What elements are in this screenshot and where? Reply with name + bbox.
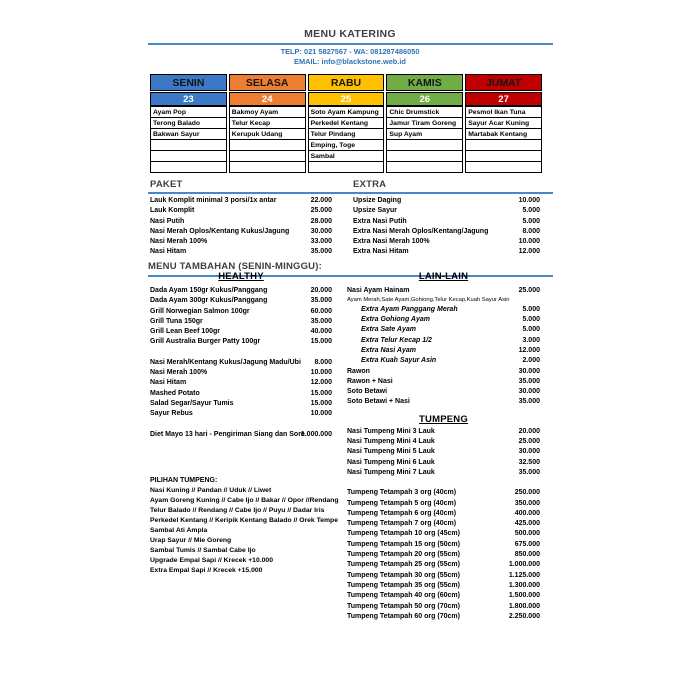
- item-label: Mashed Potato: [150, 389, 200, 397]
- day-menu-cell: Sambal: [308, 150, 385, 162]
- day-menu-cell: Terong Balado: [150, 117, 227, 129]
- item-price: 30.000: [518, 448, 540, 456]
- item-price: 350.000: [514, 499, 540, 507]
- menu-item-row: [347, 367, 540, 377]
- day-menu-cell: Telur Kecap: [229, 117, 306, 129]
- item-price: 5.000: [522, 305, 540, 313]
- item-label: Extra Nasi Putih: [353, 217, 407, 225]
- item-price: 5.000: [522, 207, 540, 215]
- menu-item-row: [150, 337, 332, 347]
- paket-price-list: [150, 196, 332, 258]
- day-menu-cell: [465, 161, 542, 173]
- menu-item-row: [150, 378, 332, 388]
- day-menu-cell: [150, 161, 227, 173]
- item-price: 5.000: [522, 326, 540, 334]
- menu-item-row: [150, 358, 332, 368]
- menu-item-row: [150, 327, 332, 337]
- lain-lain-column: [347, 271, 540, 622]
- item-label: Dada Ayam 150gr Kukus/Panggang: [150, 287, 268, 294]
- menu-item-row: [150, 399, 332, 409]
- menu-item-row: [347, 296, 540, 305]
- menu-item-row: [150, 368, 332, 378]
- item-price: 2.250.000: [508, 612, 540, 620]
- menu-item-row: [347, 286, 540, 296]
- extra-price-list: [353, 196, 540, 258]
- item-price: 1.000.000: [300, 430, 332, 438]
- day-menu-cell: Jamur Tiram Goreng: [386, 117, 463, 129]
- item-label: Tumpeng Tetampah 7 org (40cm): [347, 520, 457, 528]
- pilihan-item-row: Nasi Kuning // Pandan // Uduk // Liwet: [150, 486, 272, 494]
- item-price: 850.000: [514, 551, 540, 559]
- item-price: 32.500: [518, 458, 540, 466]
- item-label: Soto Betawi: [347, 388, 388, 396]
- day-menu-cells: [229, 107, 306, 173]
- item-price: 25.000: [310, 207, 332, 215]
- day-column: [229, 74, 306, 173]
- item-label: Tumpeng Tetampah 40 org (60cm): [347, 592, 460, 600]
- extra-title: EXTRA: [353, 179, 387, 190]
- pilihan-item-row: Sambal Ati Ampla: [150, 526, 208, 534]
- pilihan-item-row: Ayam Goreng Kuning // Cabe Ijo // Bakar // Opor //Rendang: [150, 496, 339, 504]
- item-price: 675.000: [514, 540, 540, 548]
- item-label: Nasi Tumpeng Mini 5 Lauk: [347, 448, 435, 456]
- menu-item-row: [347, 458, 540, 468]
- menu-item-row: [347, 397, 540, 407]
- day-menu-cell: Bakwan Sayur: [150, 128, 227, 140]
- menu-tambahan-title: MENU TAMBAHAN (SENIN-MINGGU):: [148, 261, 322, 272]
- menu-item-row: [150, 317, 332, 327]
- menu-item-row: [353, 196, 540, 206]
- item-price: 30.000: [518, 367, 540, 375]
- item-label: Grill Norwegian Salmon 100gr: [150, 307, 250, 315]
- item-price: 40.000: [310, 328, 332, 336]
- item-price: 1.500.000: [508, 592, 540, 600]
- menu-item-row: [347, 571, 540, 581]
- item-label: Extra Gohiong Ayam: [361, 316, 430, 324]
- item-price: 1.125.000: [508, 571, 540, 579]
- healthy-column: [150, 271, 339, 576]
- menu-item-row: [150, 409, 332, 419]
- day-date-cell: 24: [229, 92, 306, 106]
- item-label: Ayam Merah,Sate Ayam,Gohiong,Telur Kecap,Kuah Sayur Asin: [347, 297, 510, 304]
- item-price: 15.000: [310, 338, 332, 346]
- day-menu-cells: [386, 107, 463, 173]
- menu-item-row: [150, 296, 332, 306]
- item-price: 35.000: [518, 377, 540, 385]
- day-menu-cell: Bakmoy Ayam: [229, 106, 306, 118]
- item-label: Tumpeng Tetampah 6 org (40cm): [347, 509, 457, 517]
- item-label: Sayur Rebus: [150, 410, 193, 418]
- day-date-cell: 25: [308, 92, 385, 106]
- header-divider-line: [148, 43, 553, 45]
- day-menu-cell: Sup Ayam: [386, 128, 463, 140]
- menu-item-row: [347, 427, 540, 437]
- item-price: 35.000: [518, 398, 540, 406]
- menu-item-row: [353, 227, 540, 237]
- item-price: 1.000.000: [508, 561, 540, 569]
- paket-extra-divider-line: [148, 192, 553, 194]
- menu-item-row: [347, 591, 540, 601]
- item-label: Nasi Tumpeng Mini 4 Lauk: [347, 438, 435, 446]
- item-label: Upsize Sayur: [353, 207, 397, 215]
- menu-item-row: [347, 602, 540, 612]
- pilihan-item-row: Perkedel Kentang // Keripik Kentang Balado // Orek Tempe: [150, 516, 338, 524]
- day-menu-cells: [465, 107, 542, 173]
- item-label: Tumpeng Tetampah 35 org (55cm): [347, 581, 460, 589]
- lain-lain-list: [347, 286, 540, 408]
- item-label: Lauk Komplit minimal 3 porsi/1x antar: [150, 197, 277, 204]
- day-name-cell: JUMAT: [465, 74, 542, 91]
- day-menu-cells: [150, 107, 227, 173]
- menu-item-row: [347, 519, 540, 529]
- pilihan-item-row: Extra Empal Sapi // Krecek +15.000: [150, 566, 263, 574]
- item-price: 10.000: [310, 410, 332, 418]
- menu-item-row: [150, 286, 332, 296]
- menu-item-row: [347, 356, 540, 366]
- item-price: 1.300.000: [508, 581, 540, 589]
- item-price: 250.000: [514, 489, 540, 497]
- item-price: 8.000: [314, 358, 332, 366]
- pilihan-item-row: Sambal Tumis // Sambal Cabe Ijo: [150, 546, 256, 554]
- healthy-protein-list: [150, 286, 332, 348]
- item-price: 33.000: [310, 238, 332, 246]
- menu-item-row: [347, 437, 540, 447]
- item-label: Tumpeng Tetampah 20 org (55cm): [347, 551, 460, 559]
- day-menu-cell: [229, 161, 306, 173]
- item-price: 12.000: [518, 248, 540, 256]
- item-price: 10.000: [518, 197, 540, 204]
- item-label: Dada Ayam 300gr Kukus/Panggang: [150, 297, 268, 305]
- item-label: Extra Nasi Hitam: [353, 248, 409, 256]
- item-label: Grill Lean Beef 100gr: [150, 328, 221, 336]
- pilihan-item-row: Urap Sayur // Mie Goreng: [150, 536, 232, 544]
- menu-item-row: [347, 305, 540, 315]
- day-menu-cell: Emping, Toge: [308, 139, 385, 151]
- menu-item-row: [347, 377, 540, 387]
- day-date-cell: 26: [386, 92, 463, 106]
- menu-item-row: [353, 217, 540, 227]
- tumpeng-tetampah-list: [347, 488, 540, 622]
- day-menu-cell: Sayur Acar Kuning: [465, 117, 542, 129]
- day-menu-cell: Chic Drumstick: [386, 106, 463, 118]
- pilihan-tumpeng-list: [150, 486, 339, 576]
- menu-item-row: [347, 336, 540, 346]
- pilihan-item-row: Telur Balado // Rendang // Cabe Ijo // Puyu // Dadar Iris: [150, 506, 325, 514]
- menu-item-row: [353, 237, 540, 247]
- menu-item-row: [347, 540, 540, 550]
- item-label: Salad Segar/Sayur Tumis: [150, 399, 234, 407]
- item-price: 12.000: [518, 346, 540, 354]
- item-price: 30.000: [518, 388, 540, 396]
- item-price: 5.000: [522, 217, 540, 225]
- lain-lain-title: LAIN-LAIN: [418, 271, 469, 282]
- tumpeng-mini-list: [347, 427, 540, 478]
- day-menu-cell: [308, 161, 385, 173]
- item-price: 30.000: [310, 227, 332, 235]
- item-label: Extra Ayam Panggang Merah: [361, 305, 458, 313]
- email-line: EMAIL: info@blackstone.web.id: [294, 56, 406, 66]
- paket-extra-headers: [148, 179, 553, 190]
- item-price: 15.000: [310, 389, 332, 397]
- item-price: 10.000: [310, 369, 332, 377]
- menu-item-row: [347, 315, 540, 325]
- menu-item-row: [150, 206, 332, 216]
- item-price: 25.000: [518, 438, 540, 446]
- menu-item-row: [150, 389, 332, 399]
- day-menu-cell: Ayam Pop: [150, 106, 227, 118]
- menu-item-row: [347, 581, 540, 591]
- healthy-title: HEALTHY: [218, 271, 264, 282]
- day-menu-cell: Martabak Kentang: [465, 128, 542, 140]
- item-label: Grill Tuna 150gr: [150, 317, 203, 325]
- item-price: 12.000: [310, 379, 332, 387]
- item-label: Soto Betawi + Nasi: [347, 398, 410, 406]
- menu-item-row: [150, 237, 332, 247]
- day-menu-cell: Kerupuk Udang: [229, 128, 306, 140]
- day-date-cell: 23: [150, 92, 227, 106]
- menu-item-row: [347, 612, 540, 622]
- menu-item-row: [347, 529, 540, 539]
- menu-item-row: [347, 488, 540, 498]
- item-label: Tumpeng Tetampah 50 org (70cm): [347, 602, 460, 610]
- day-column: [465, 74, 542, 173]
- item-price: 20.000: [518, 427, 540, 435]
- weekly-menu-table: [150, 74, 542, 173]
- item-price: 20.000: [310, 287, 332, 294]
- day-name-cell: KAMIS: [386, 74, 463, 91]
- item-label: Nasi Merah Oplos/Kentang Kukus/Jagung: [150, 227, 290, 235]
- menu-item-row: [150, 307, 332, 317]
- diet-mayo-row: [150, 430, 332, 440]
- item-label: Extra Telur Kecap 1/2: [361, 336, 432, 344]
- item-price: 35.000: [310, 297, 332, 305]
- day-menu-cell: Telur Pindang: [308, 128, 385, 140]
- item-price: 500.000: [514, 530, 540, 538]
- menu-item-row: [150, 217, 332, 227]
- item-label: Tumpeng Tetampah 25 org (55cm): [347, 561, 460, 569]
- item-label: Nasi Tumpeng Mini 7 Lauk: [347, 468, 435, 476]
- day-menu-cells: [308, 107, 385, 173]
- day-menu-cell: Soto Ayam Kampung: [308, 106, 385, 118]
- pilihan-tumpeng-title: PILIHAN TUMPENG:: [150, 476, 218, 484]
- item-price: 35.000: [310, 317, 332, 325]
- page-title: MENU KATERING: [304, 28, 396, 40]
- menu-item-row: [150, 227, 332, 237]
- item-price: 425.000: [514, 520, 540, 528]
- item-label: Rawon + Nasi: [347, 377, 393, 385]
- item-label: Extra Kuah Sayur Asin: [361, 357, 437, 365]
- day-column: [150, 74, 227, 173]
- menu-item-row: [347, 468, 540, 478]
- item-label: Nasi Merah 100%: [150, 369, 208, 377]
- day-name-cell: SENIN: [150, 74, 227, 91]
- item-label: Diet Mayo 13 hari - Pengiriman Siang dan Sore: [150, 430, 305, 438]
- day-menu-cell: Pesmol Ikan Tuna: [465, 106, 542, 118]
- tumpeng-title: TUMPENG: [419, 413, 468, 425]
- item-price: 25.000: [518, 287, 540, 294]
- item-price: 35.000: [518, 468, 540, 476]
- day-column: [386, 74, 463, 173]
- item-label: Tumpeng Tetampah 30 org (55cm): [347, 571, 460, 579]
- item-label: Rawon: [347, 367, 370, 375]
- paket-extra-section: [148, 179, 553, 260]
- day-date-cell: 27: [465, 92, 542, 106]
- item-price: 5.000: [522, 316, 540, 324]
- item-label: Nasi Hitam: [150, 379, 187, 387]
- phone-line: TELP: 021 5827567 - WA: 081287486050: [280, 47, 420, 56]
- menu-item-row: [347, 550, 540, 560]
- item-price: 60.000: [310, 307, 332, 315]
- item-label: Tumpeng Tetampah 15 org (50cm): [347, 540, 460, 548]
- day-column: [308, 74, 385, 173]
- item-label: Nasi Merah 100%: [150, 238, 208, 246]
- item-price: 8.000: [522, 227, 540, 235]
- item-label: Extra Nasi Ayam: [361, 346, 416, 354]
- menu-item-row: [150, 196, 332, 206]
- item-label: Extra Nasi Merah 100%: [353, 238, 430, 246]
- menu-item-row: [347, 560, 540, 570]
- menu-item-row: [347, 346, 540, 356]
- pilihan-item-row: Upgrade Empal Sapi // Krecek +10.000: [150, 556, 273, 564]
- menu-item-row: [347, 447, 540, 457]
- item-price: 22.000: [310, 197, 332, 204]
- day-menu-cell: [386, 161, 463, 173]
- item-label: Nasi Merah/Kentang Kukus/Jagung Madu/Ubi: [150, 358, 301, 366]
- healthy-sides-list: [150, 358, 332, 420]
- item-label: Nasi Ayam Hainam: [347, 287, 410, 294]
- day-name-cell: RABU: [308, 74, 385, 91]
- item-label: Extra Nasi Merah Oplos/Kentang/Jagung: [353, 227, 489, 235]
- item-label: Upsize Daging: [353, 197, 402, 204]
- menu-item-row: [347, 325, 540, 335]
- item-price: 400.000: [514, 509, 540, 517]
- item-price: 2.000: [522, 357, 540, 365]
- item-label: Nasi Hitam: [150, 248, 187, 256]
- item-label: Tumpeng Tetampah 5 org (40cm): [347, 499, 457, 507]
- item-label: Nasi Tumpeng Mini 3 Lauk: [347, 427, 435, 435]
- item-label: Tumpeng Tetampah 3 org (40cm): [347, 489, 457, 497]
- paket-title: PAKET: [150, 179, 183, 190]
- item-label: Lauk Komplit: [150, 207, 195, 215]
- menu-item-row: [347, 509, 540, 519]
- item-label: Tumpeng Tetampah 10 org (45cm): [347, 530, 460, 538]
- document-header: [0, 28, 700, 66]
- item-price: 1.800.000: [508, 602, 540, 610]
- item-price: 10.000: [518, 238, 540, 246]
- item-price: 35.000: [310, 248, 332, 256]
- item-label: Tumpeng Tetampah 60 org (70cm): [347, 612, 460, 620]
- item-price: 15.000: [310, 399, 332, 407]
- item-label: Grill Australia Burger Patty 100gr: [150, 338, 261, 346]
- day-name-cell: SELASA: [229, 74, 306, 91]
- day-menu-cell: Perkedel Kentang: [308, 117, 385, 129]
- item-price: 28.000: [310, 217, 332, 225]
- menu-item-row: [347, 387, 540, 397]
- item-price: 3.000: [522, 336, 540, 344]
- menu-item-row: [347, 499, 540, 509]
- item-label: Nasi Tumpeng Mini 6 Lauk: [347, 458, 435, 466]
- item-label: Extra Sate Ayam: [361, 326, 416, 334]
- item-label: Nasi Putih: [150, 217, 185, 225]
- menu-item-row: [353, 206, 540, 216]
